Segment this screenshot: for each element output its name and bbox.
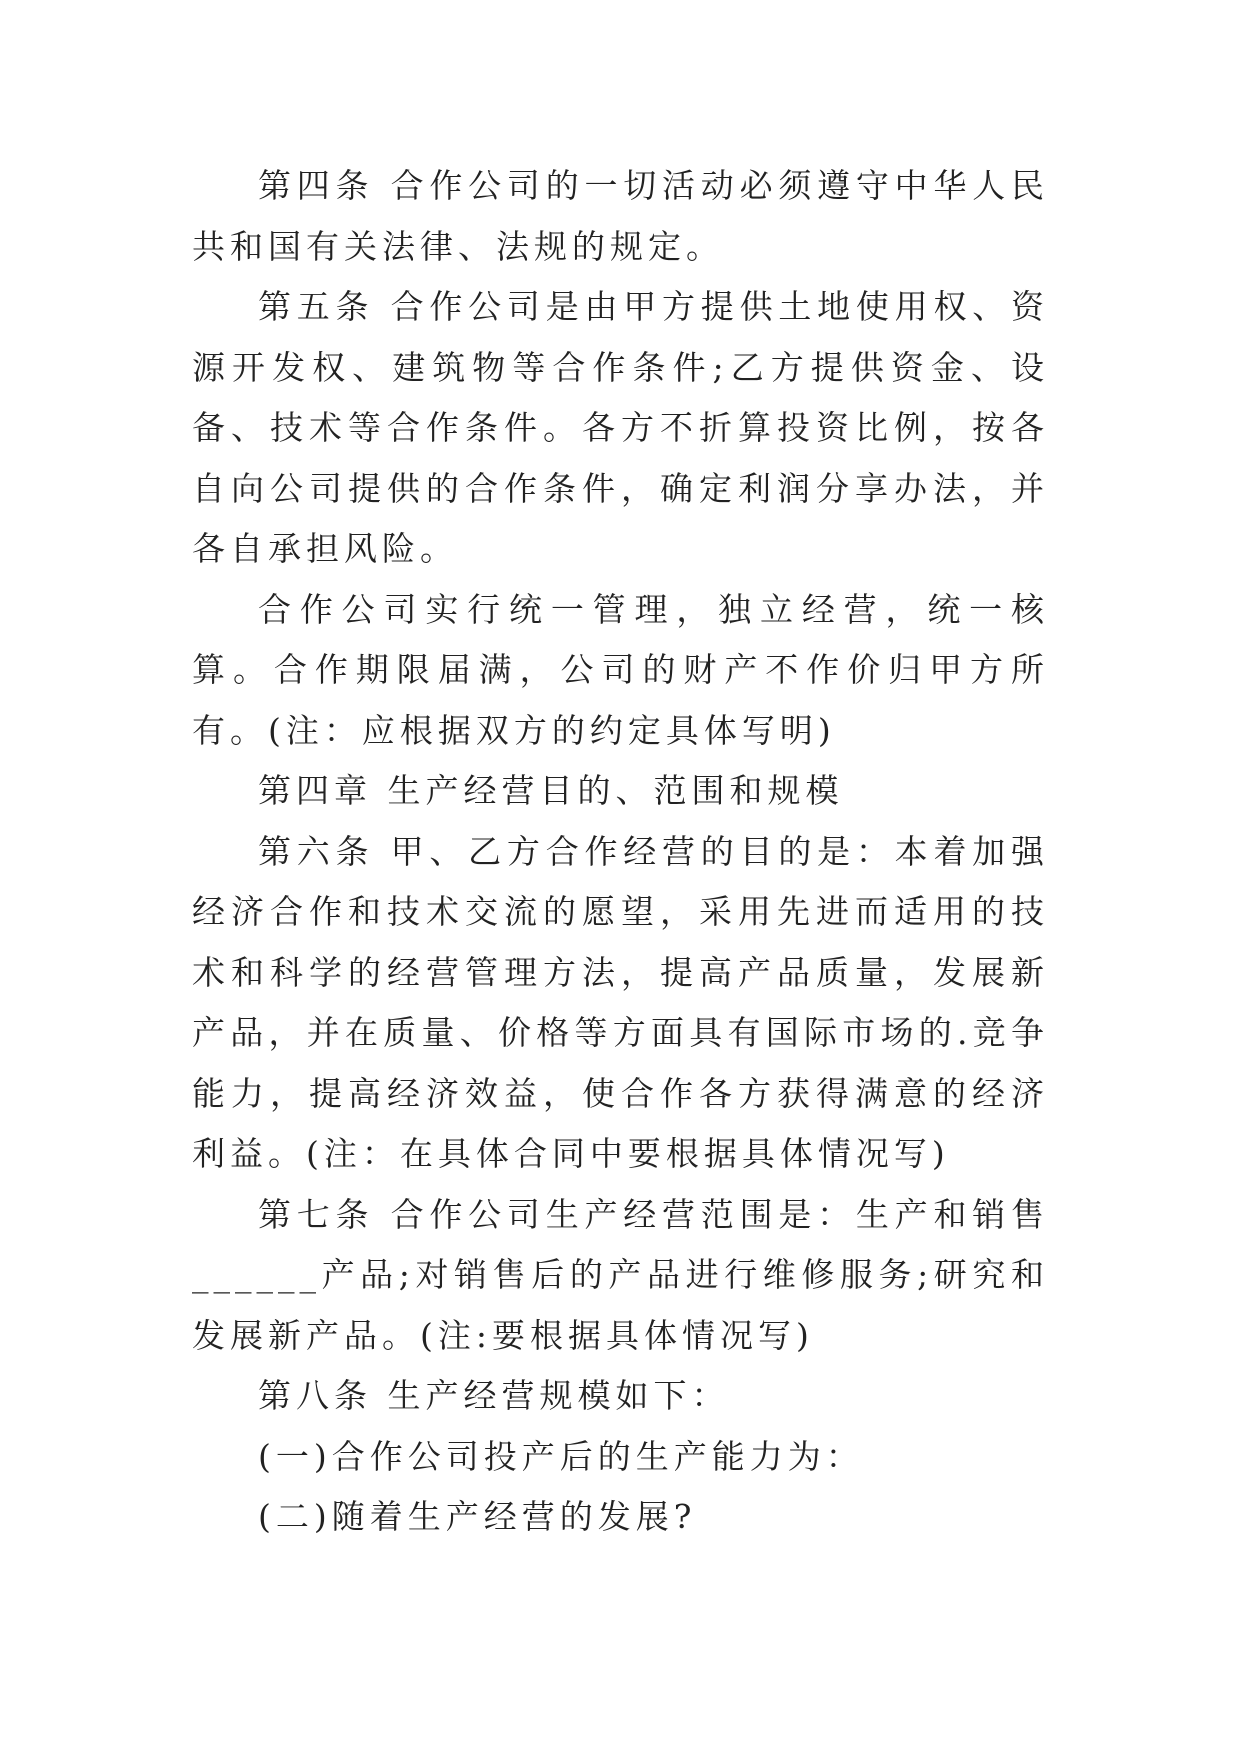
management-paragraph: 合作公司实行统一管理，独立经营，统一核算。合作期限届满，公司的财产不作价归甲方所有。(注：应根据双方的约定具体写明): [192, 589, 1049, 750]
document-body: [192, 156, 1049, 1548]
article-5-paragraph: 第五条 合作公司是由甲方提供土地使用权、资源开发权、建筑物等合作条件;乙方提供资金、设备、技术等合作条件。各方不折算投资比例，按各自向公司提供的合作条件，确定利润分享办法，并各自承担风险。: [192, 287, 1049, 568]
list-item-1: (一)合作公司投产后的生产能力为：: [258, 1436, 864, 1476]
article-4-paragraph: 第四条 合作公司的一切活动必须遵守中华人民共和国有关法律、法规的规定。: [192, 166, 1049, 266]
list-item-2: (二)随着生产经营的发展?: [258, 1497, 697, 1536]
article-7-paragraph: 第七条 合作公司生产经营范围是：生产和销售______产品;对销售后的产品进行维修服务;研究和发展新产品。(注:要根据具体情况写): [192, 1194, 1049, 1355]
chapter-4-heading: 第四章 生产经营目的、范围和规模: [258, 771, 844, 810]
article-8-paragraph: 第八条 生产经营规模如下：: [258, 1376, 730, 1415]
article-6-paragraph: 第六条 甲、乙方合作经营的目的是：本着加强经济合作和技术交流的愿望，采用先进而适用的技术和科学的经营管理方法，提高产品质量，发展新产品，并在质量、价格等方面具有国际市场的.竞争能力，提高经济效益，使合作各方获得满意的经济利益。(注：在具体合同中要根据具体情况写): [192, 831, 1049, 1173]
